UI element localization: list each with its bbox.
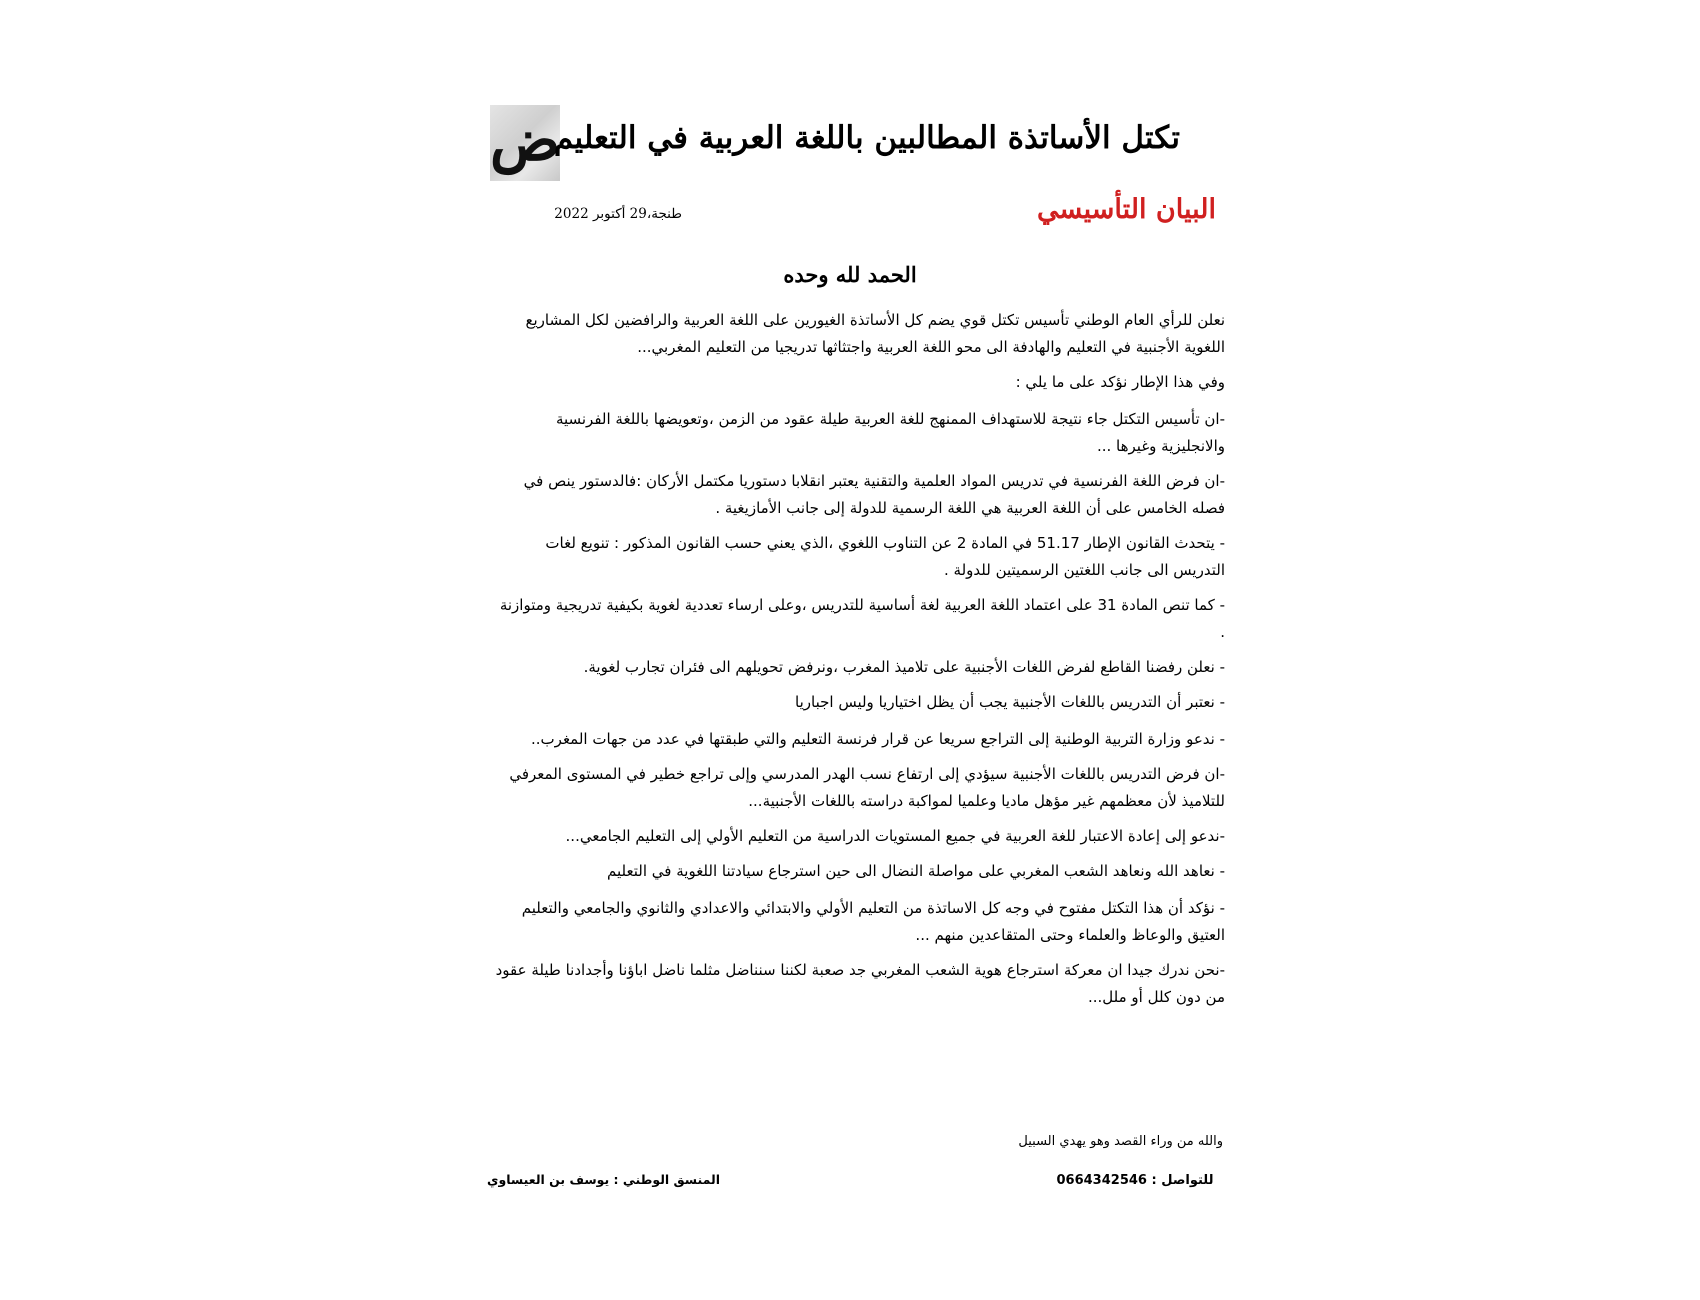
document-title: تكتل الأساتذة المطالبين باللغة العربية في التعليم (553, 120, 1180, 156)
logo (490, 105, 560, 181)
paragraph: -نحن ندرك جيدا ان معركة استرجاع هوية الشعب المغربي جد صعبة لكننا سنناضل مثلما ناضل اباؤنا وأجدادنا طيلة عقود من دون كلل أو ملل... (495, 961, 1225, 1006)
statement-body (495, 307, 1225, 1019)
document-subtitle: البيان التأسيسي (1037, 194, 1216, 225)
footer-contact (1035, 1173, 1235, 1188)
paragraph: - كما تنص المادة 31 على اعتماد اللغة العربية لغة أساسية للتدريس ،وعلى ارساء تعددية لغوية بكيفية تدريجية ومتوازنة . (499, 596, 1225, 641)
contact-phone: 0664342546 (1056, 1173, 1147, 1188)
contact-label: للتواصل : (1151, 1173, 1214, 1188)
paragraph: - يتحدث القانون الإطار 51.17 في المادة 2 عن التناوب اللغوي ،الذي يعني حسب القانون المذكور : تنويع لغات التدريس الى جانب اللغتين الرسميتين للدولة . (545, 534, 1225, 579)
paragraph: - ندعو وزارة التربية الوطنية إلى التراجع سريعا عن قرار فرنسة التعليم والتي طبقتها في عدد من جهات المغرب.. (531, 730, 1225, 748)
paragraph: -ان فرض التدريس باللغات الأجنبية سيؤدي إلى ارتفاع نسب الهدر المدرسي وإلى تراجع خطير في المستوى المعرفي للتلاميذ لأن معظمهم غير مؤهل ماديا وعلميا لمواكبة دراسته باللغات الأجنبية... (509, 765, 1225, 810)
paragraph-intro: نعلن للرأي العام الوطني تأسيس تكتل قوي يضم كل الأساتذة الغيورين على اللغة العربية والرافضين لكل المشاريع اللغوية الأجنبية في التعليم والهادفة الى محو اللغة العربية واجتثاثها تدريجيا من التعليم المغربي... (525, 311, 1225, 356)
paragraph: -ان تأسيس التكتل جاء نتيجة للاستهداف الممنهج للغة العربية طيلة عقود من الزمن ،وتعويضها باللغة الفرنسية والانجليزية وغيرها ... (555, 410, 1225, 455)
paragraph: -ندعو إلى إعادة الاعتبار للغة العربية في جميع المستويات الدراسية من التعليم الأولي إلى التعليم الجامعي... (565, 827, 1225, 845)
opening-phrase: الحمد لله وحده (783, 262, 917, 287)
footer-coordinator: المنسق الوطني : يوسف بن العيساوي (487, 1172, 720, 1187)
paragraph: وفي هذا الإطار نؤكد على ما يلي : (1015, 373, 1225, 391)
paragraph: - نؤكد أن هذا التكتل مفتوح في وجه كل الاساتذة من التعليم الأولي والابتدائي والاعدادي والثانوي والجامعي والتعليم العتيق والوعاظ والعلماء وحتى المتقاعدين منهم ... (521, 899, 1225, 944)
paragraph: - نعلن رفضنا القاطع لفرض اللغات الأجنبية على تلاميذ المغرب ،ونرفض تحويلهم الى فئران تجارب لغوية. (583, 658, 1225, 676)
paragraph: - نعاهد الله ونعاهد الشعب المغربي على مواصلة النضال الى حين استرجاع سيادتنا اللغوية في التعليم (607, 862, 1225, 880)
logo-letter: ض (490, 106, 560, 174)
paragraph: - نعتبر أن التدريس باللغات الأجنبية يجب أن يظل اختياريا وليس اجباريا (795, 693, 1225, 711)
dateline: طنجة،29 أكتوبر 2022 (554, 206, 682, 222)
closing-phrase: والله من وراء القصد وهو يهدي السبيل (1018, 1134, 1223, 1149)
paragraph: -ان فرض اللغة الفرنسية في تدريس المواد العلمية والتقنية يعتبر انقلابا دستوريا مكتمل الأركان :فالدستور ينص في فصله الخامس على أن اللغة العربية هي اللغة الرسمية للدولة إلى جانب الأمازيغية . (523, 472, 1225, 517)
